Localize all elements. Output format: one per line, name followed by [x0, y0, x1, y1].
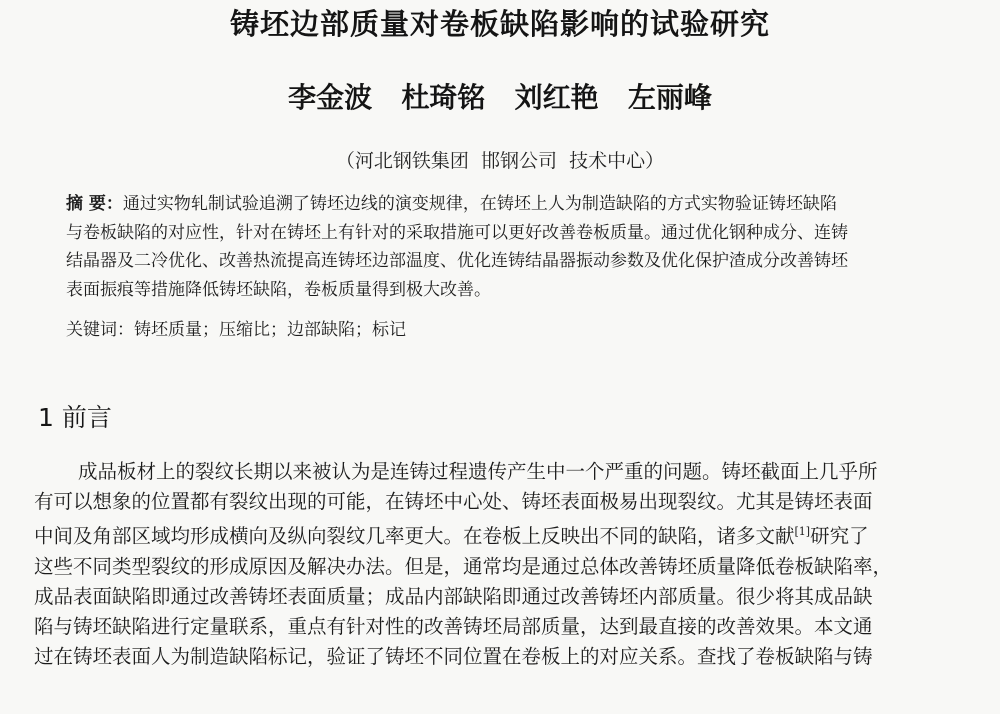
body-line: 成品板材上的裂纹长期以来被认为是连铸过程遗传产生中一个严重的问题。铸坯截面上几乎所 [78, 460, 878, 483]
abstract [66, 190, 946, 304]
body-line-text: 中间及角部区域均形成横向及纵向裂纹几率更大。在卷板上反映出不同的缺陷，诸多文献 [34, 524, 795, 548]
affiliation: （河北钢铁集团 邯钢公司 技术中心） [335, 150, 665, 172]
body-line: 过在铸坯表面人为制造缺陷标记，验证了铸坯不同位置在卷板上的对应关系。查找了卷板缺陷与铸 [34, 644, 873, 668]
section-heading: 1 前言 [38, 403, 112, 432]
keywords-label: 关键词： [66, 320, 134, 340]
author-list: 李金波 杜琦铭 刘红艳 左丽峰 [288, 81, 712, 114]
abstract-label: 摘 要： [66, 194, 123, 214]
abstract-line: 表面振痕等措施降低铸坯缺陷，卷板质量得到极大改善。 [66, 279, 491, 300]
body-line: 有可以想象的位置都有裂纹出现的可能，在铸坯中心处、铸坯表面极易出现裂纹。尤其是铸坯表面 [34, 490, 873, 513]
body-line [34, 517, 974, 552]
body-line: 陷与铸坯缺陷进行定量联系，重点有针对性的改善铸坯局部质量，达到最直接的改善效果。本文通 [34, 614, 873, 638]
body-line-text: 研究了 [810, 524, 869, 548]
body-line: 成品表面缺陷即通过改善铸坯表面质量；成品内部缺陷即通过改善铸坯内部质量。很少将其成品缺 [34, 584, 873, 608]
body-line: 这些不同类型裂纹的形成原因及解决办法。但是，通常均是通过总体改善铸坯质量降低卷板缺陷率， [34, 554, 893, 578]
abstract-text: 通过实物轧制试验追溯了铸坯边线的演变规律，在铸坯上人为制造缺陷的方式实物验证铸坯缺陷 [122, 194, 837, 214]
keywords [66, 315, 406, 340]
section-body [34, 457, 974, 672]
paper-title: 铸坯边部质量对卷板缺陷影响的试验研究 [229, 7, 770, 41]
abstract-line [66, 190, 946, 219]
abstract-line: 结晶器及二冷优化、改善热流提高连铸坯边部温度、优化连铸结晶器振动参数及优化保护渣成分改善铸坯 [66, 251, 848, 272]
keywords-text: 铸坯质量；压缩比；边部缺陷；标记 [134, 320, 406, 340]
abstract-line: 与卷板缺陷的对应性，针对在铸坯上有针对的采取措施可以更好改善卷板质量。通过优化钢种成分、连铸 [66, 222, 848, 243]
citation-ref: [1] [794, 525, 811, 538]
